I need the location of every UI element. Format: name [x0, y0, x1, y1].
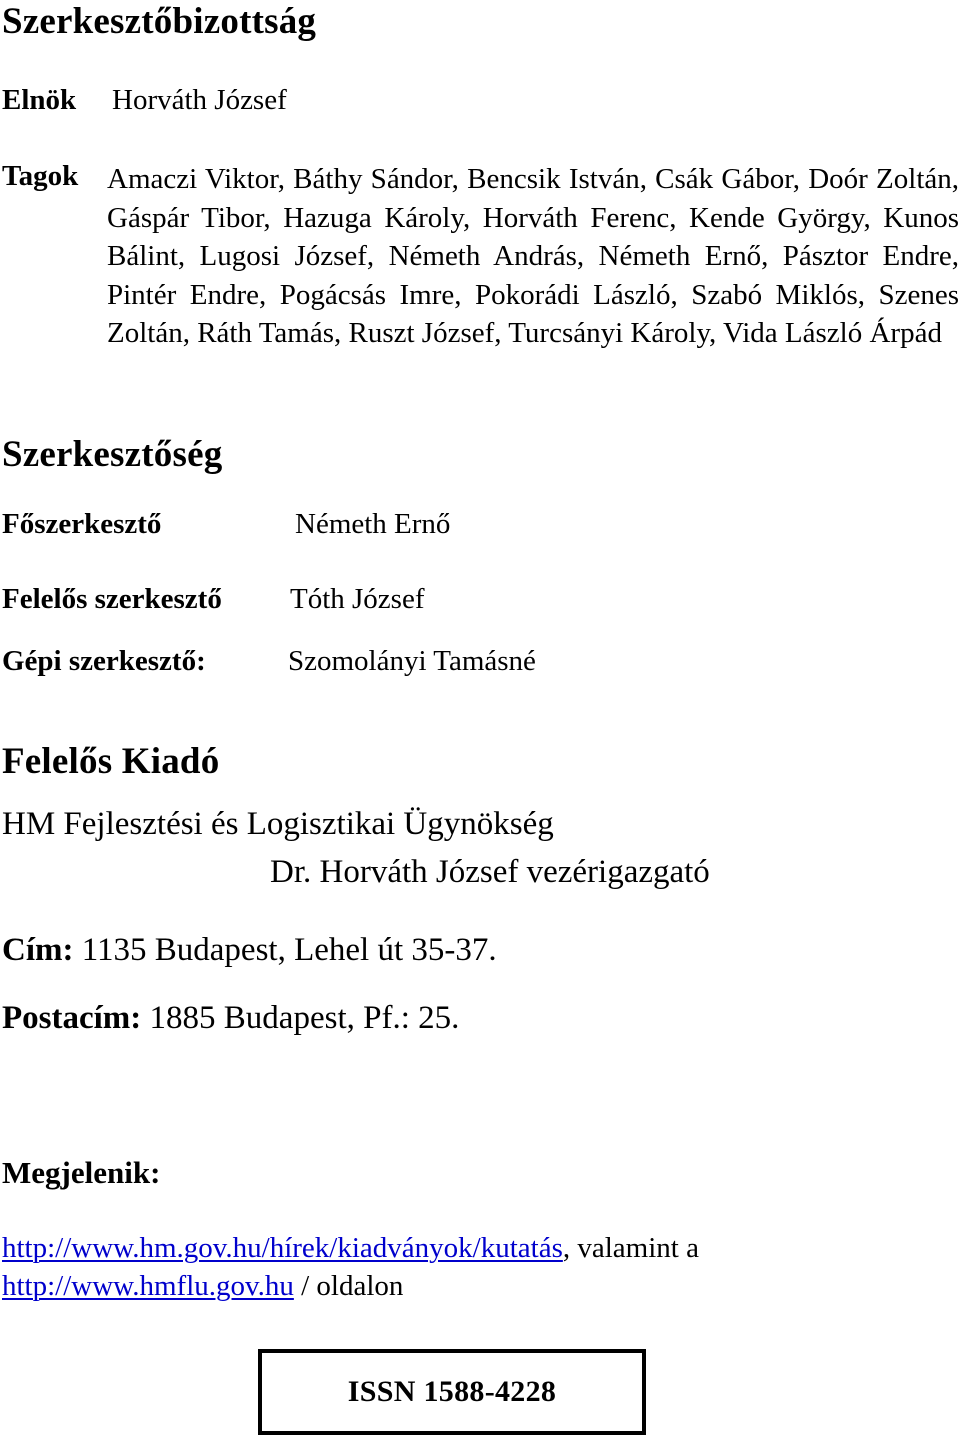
hmflu-link[interactable]: http://www.hmflu.gov.hu	[2, 1270, 294, 1302]
postal-address-line	[2, 1000, 459, 1037]
editor-in-chief-name: Németh Ernő	[295, 508, 451, 540]
publication-conjunction: , valamint a	[562, 1232, 699, 1264]
issn-number: ISSN 1588-4228	[347, 1375, 557, 1408]
editor-in-chief-label: Főszerkesztő	[2, 508, 162, 540]
editorial-office-heading: Szerkesztőség	[2, 434, 223, 475]
publication-line-2	[2, 1270, 403, 1303]
address-label: Cím:	[2, 932, 74, 968]
publication-label: Megjelenik:	[2, 1155, 161, 1190]
publication-suffix: / oldalon	[293, 1270, 404, 1302]
responsible-editor-label: Felelős szerkesztő	[2, 583, 222, 615]
chair-label: Elnök	[2, 84, 77, 116]
members-list: Amaczi Viktor, Báthy Sándor, Bencsik István, Csák Gábor, Doór Zoltán, Gáspár Tibor, Hazuga Károly, Horváth Ferenc, Kende György, Kunos Bálint, Lugosi József, Németh András, Németh Ernő, Pásztor Endre, Pintér Endre, Pogácsás Imre, Pokorádi László, Szabó Miklós, Szenes Zoltán, Ráth Tamás, Ruszt József, Turcsányi Károly, Vida László Árpád	[107, 163, 959, 349]
responsible-editor-name: Tóth József	[290, 583, 425, 615]
technical-editor-name: Szomolányi Tamásné	[288, 645, 536, 677]
publisher-heading: Felelős Kiadó	[2, 741, 220, 782]
publisher-organization: HM Fejlesztési és Logisztikai Ügynökség	[2, 806, 554, 842]
hm-news-link[interactable]: http://www.hm.gov.hu/hírek/kiadványok/kutatás	[2, 1232, 563, 1264]
postal-label: Postacím:	[2, 1000, 142, 1036]
postal-value: 1885 Budapest, Pf.: 25.	[149, 1000, 460, 1036]
address-value: 1135 Budapest, Lehel út 35-37.	[81, 932, 497, 968]
issn-box	[258, 1349, 646, 1435]
address-line	[2, 932, 497, 969]
members-label: Tagok	[2, 160, 79, 192]
editorial-board-heading: Szerkesztőbizottság	[2, 1, 317, 42]
chair-name: Horváth József	[112, 84, 287, 116]
technical-editor-label: Gépi szerkesztő:	[2, 645, 206, 677]
publisher-director: Dr. Horváth József vezérigazgató	[270, 854, 710, 890]
publication-line-1	[2, 1232, 699, 1265]
